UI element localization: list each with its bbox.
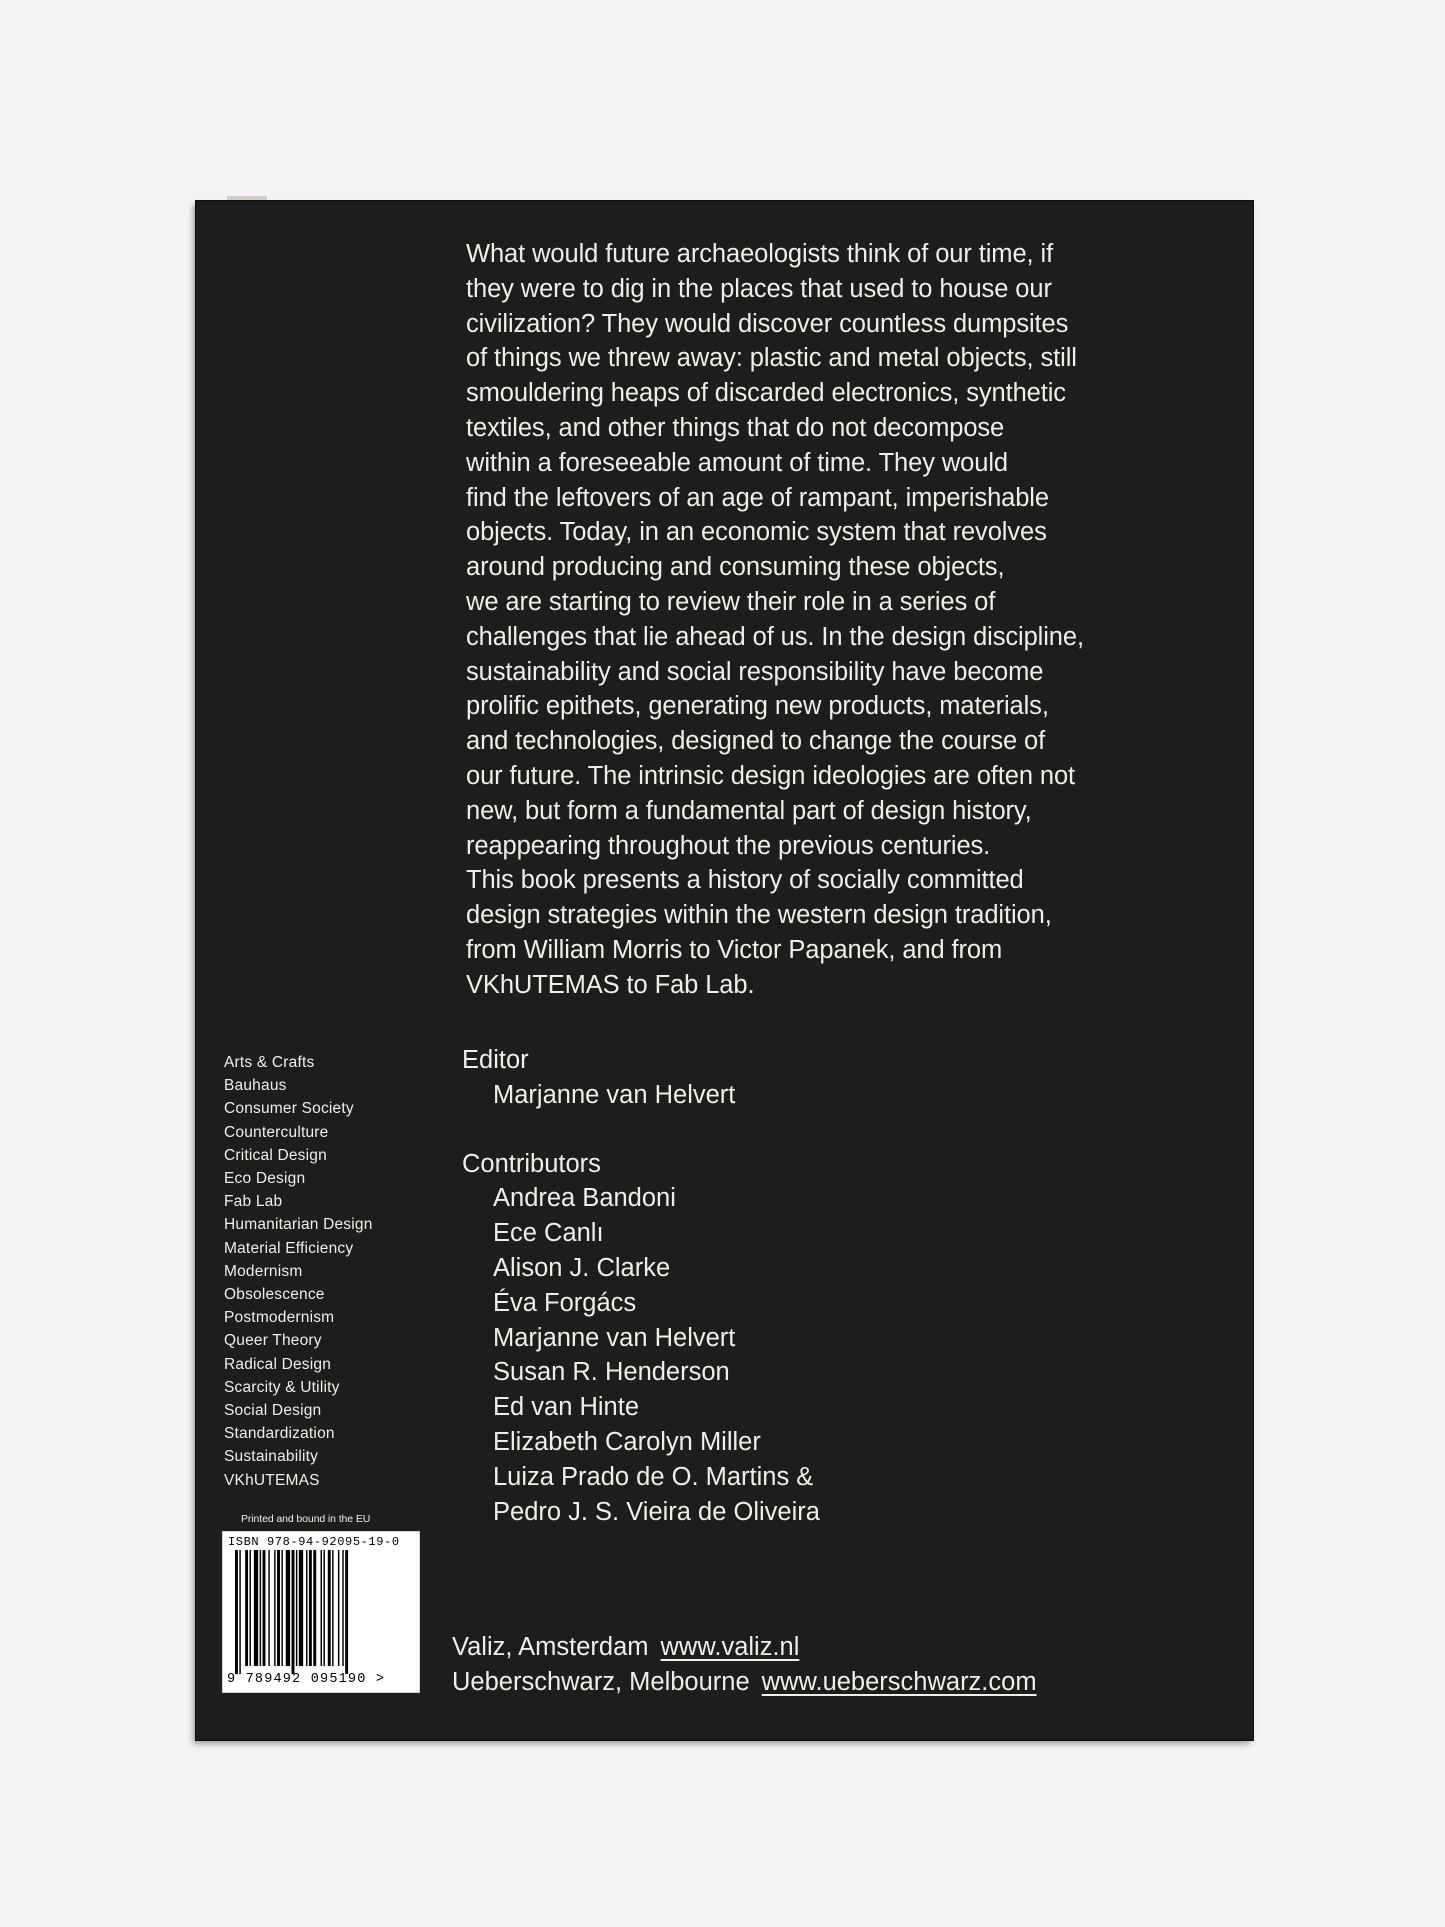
publisher-info <box>452 1630 1037 1700</box>
contributor-name: Luiza Prado de O. Martins & <box>493 1462 814 1491</box>
publisher-name: Valiz, Amsterdam <box>452 1633 649 1661</box>
keyword-item: Arts & Crafts <box>224 1054 315 1071</box>
publisher-line <box>452 1665 1037 1700</box>
keyword-item: Radical Design <box>224 1355 332 1373</box>
isbn-label: ISBN 978-94-92095-19-0 <box>228 1535 400 1549</box>
contributor-name: Pedro J. S. Vieira de Oliveira <box>493 1497 820 1526</box>
contributor-name: Elizabeth Carolyn Miller <box>493 1427 761 1456</box>
contributor-name: Alison J. Clarke <box>493 1253 671 1282</box>
keyword-item: VKhUTEMAS <box>224 1471 320 1489</box>
keyword-item: Material Efficiency <box>224 1239 354 1257</box>
keyword-list <box>224 1051 373 1492</box>
keyword-item: Counterculture <box>224 1123 329 1141</box>
editor-heading: Editor <box>462 1046 529 1074</box>
keyword-item: Standardization <box>224 1425 335 1443</box>
contributor-name: Andrea Bandoni <box>493 1184 676 1213</box>
keyword-item: Queer Theory <box>224 1332 322 1350</box>
contributors-heading: Contributors <box>462 1149 601 1178</box>
publisher-line <box>452 1630 1037 1665</box>
keyword-item: Consumer Society <box>224 1100 354 1118</box>
editor-name: Marjanne van Helvert <box>493 1080 736 1109</box>
book-back-cover <box>196 201 1253 1740</box>
contributor-name: Éva Forgács <box>493 1288 637 1317</box>
isbn-barcode <box>222 1531 420 1693</box>
contributor-name: Marjanne van Helvert <box>493 1323 736 1352</box>
contributor-name: Ed van Hinte <box>493 1393 640 1422</box>
keyword-item: Critical Design <box>224 1146 327 1164</box>
publisher-link[interactable]: www.ueberschwarz.com <box>761 1668 1037 1696</box>
publisher-link[interactable]: www.valiz.nl <box>660 1633 800 1661</box>
keyword-item: Bauhaus <box>224 1077 287 1095</box>
barcode-bars-icon <box>223 1550 419 1674</box>
contributor-name: Susan R. Henderson <box>493 1358 730 1387</box>
keyword-item: Social Design <box>224 1402 322 1420</box>
credits <box>462 1043 820 1529</box>
keyword-item: Postmodernism <box>224 1309 335 1327</box>
publisher-name: Ueberschwarz, Melbourne <box>452 1668 750 1696</box>
keyword-item: Fab Lab <box>224 1193 283 1211</box>
barcode-digits: 9 789492 095190 > <box>227 1672 386 1687</box>
keyword-item: Modernism <box>224 1262 303 1280</box>
keyword-item: Obsolescence <box>224 1286 325 1304</box>
contributor-name: Ece Canlı <box>493 1219 604 1248</box>
printed-note: Printed and bound in the EU <box>241 1513 371 1525</box>
keyword-item: Scarcity & Utility <box>224 1378 340 1396</box>
keyword-item: Sustainability <box>224 1448 319 1466</box>
keyword-item: Eco Design <box>224 1170 306 1188</box>
blurb-text: What would future archaeologists think of our time, if they were to dig in the places that used to house our civilization? They would discover countless dumpsites of things we threw away: plastic and metal objects, still smouldering heaps of discarded electronics, synthetic textiles, and other things that do not decompose within a foreseeable amount of time. They would find the leftovers of an age of rampant, imperishable objects. Today, in an economic system that revolves around producing and consuming these objects, we are starting to review their role in a series of challenges that lie ahead of us. In the design discipline, sustainability and social responsibility have become prolific epithets, generating new products, materials, and technologies, designed to change the course of our future. The intrinsic design ideologies are often not new, but form a fundamental part of design history, reappearing throughout the previous centuries. This book presents a history of socially committed design strategies within the western design tradition, from William Morris to Victor Papanek, and from VKhUTEMAS to Fab Lab. <box>466 240 1084 999</box>
keyword-item: Humanitarian Design <box>224 1216 373 1234</box>
